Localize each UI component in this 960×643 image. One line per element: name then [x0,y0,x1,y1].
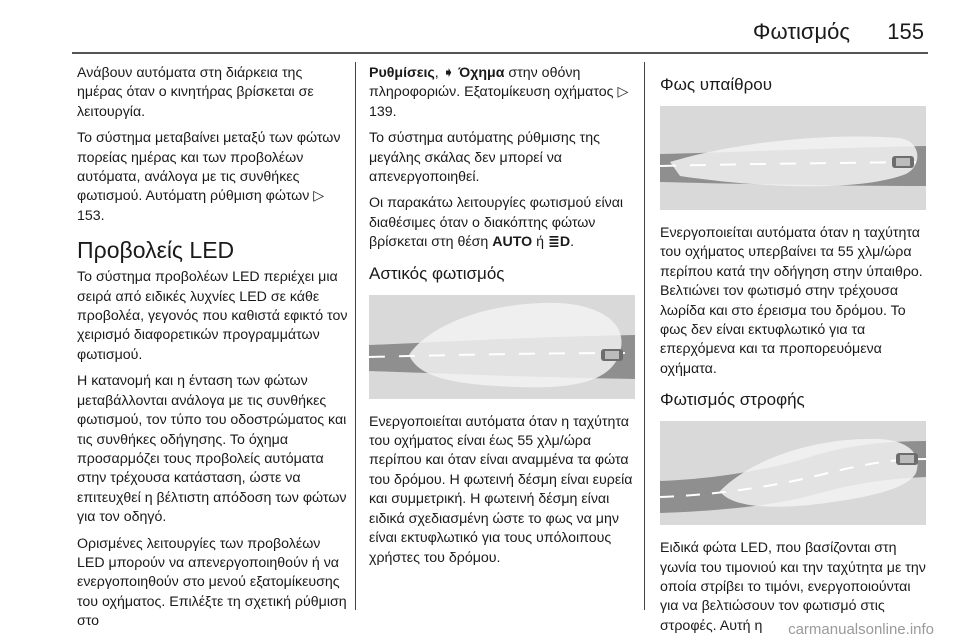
separator: , [434,65,443,81]
light-switch-icon: ≣D [547,234,571,251]
menu-label: Όχημα [458,65,505,81]
paragraph [369,64,633,122]
beam-pattern-svg [369,295,635,399]
section-heading: Προβολείς LED [77,237,235,264]
page-reference[interactable]: 139. [369,103,397,120]
menu-label: Ρυθμίσεις [369,65,435,81]
city-light-illustration [369,295,635,399]
beam-pattern-svg [660,106,926,210]
switch-position-label: AUTO [492,234,533,251]
beam-pattern-svg [660,421,926,525]
paragraph: Ανάβουν αυτόματα στη διάρκεια της ημέρας όταν ο κινητήρας βρίσκεται σε λειτουργία. [77,65,314,120]
paragraph: Ορισμένες λειτουργίες των προβολέων LED μπορούν να απενεργοποιηθούν ή να ενεργοποιηθούν στο μενού εξατομίκευσης του οχήματος. Επιλέξτε τη σχετική ρύθμιση στο [77,535,347,630]
page-title: Φωτισμός [752,19,850,44]
paragraph: Ενεργοποιείται αυτόματα όταν η ταχύτητα του οχήματος είναι έως 55 χλμ/ώρα περίπου και όταν είναι αναμμένα τα φώτα του δρόμου. Η φωτεινή δέσμη είναι ευρεία και συμμετρική. Η φωτεινή δέσμη είναι ειδικά σχεδιασμένη ώστε το φως να μην είναι εκτυφλωτικό για τους υπόλοιπους χρήστες του δρόμου. [369,413,633,566]
column-divider-1 [355,62,356,610]
section-heading: Φωτισμός στροφής [660,390,805,410]
reference-arrow-icon[interactable]: ▷ [617,84,629,101]
page-reference[interactable]: 153 [77,207,101,224]
header-divider [72,52,928,54]
paragraph: Το σύστημα προβολέων LED περιέχει μια σειρά από ειδικές λυχνίες LED σε κάθε προβολέα, γεγονός που καθιστά εφικτό τον χειρισμό διαφορετικών προγραμμάτων φωτισμού. [77,269,348,363]
page-header [0,0,960,56]
paragraph: Η κατανομή και η ένταση των φώτων μεταβάλλονται ανάλογα με τις συνθήκες φωτισμού, τον τύπο του οδοστρώματος και τις συνθήκες οδήγησης. Το όχημα προσαρμόζει τους προβολείς αυτόματα στην τρέχουσα κατάσταση, ώστε να επιτευχθεί η βέλτιστη απόδοση των φώτων για τον οδηγό. [77,373,347,526]
punctuation: . [570,234,575,251]
watermark: carmanualsonline.info [788,621,934,638]
column-2 [369,64,633,575]
section-heading: Φως υπαίθρου [660,75,773,94]
conjunction: ή [532,234,548,251]
paragraph [369,194,633,252]
section-heading: Αστικός φωτισμός [369,263,505,283]
cornering-light-illustration [660,421,926,525]
paragraph-text: Το σύστημα μεταβαίνει μεταξύ των φώτων πορείας ημέρας και των προβολέων αυτόματα, ανάλογα με τις συνθήκες φωτισμού. Αυτόματη ρύθμιση φώτων [77,130,341,205]
arrow-icon: ➧ [442,65,455,81]
paragraph: Ενεργοποιείται αυτόματα όταν η ταχύτητα του οχήματος υπερβαίνει τα 55 χλμ/ώρα περίπου κατά την οδήγηση στην ύπαιθρο. Βελτιώνει τον φωτισμό στην τρέχουσα λωρίδα και στο έρεισμα του δρόμου. Το φως δεν είναι εκτυφλωτικό για τα επερχόμενα και τα προπορευόμενα οχήματα. [660,225,923,377]
column-3 [660,64,928,643]
column-divider-2 [644,62,645,610]
paragraph-text: Οι παρακάτω λειτουργίες φωτισμού είναι διαθέσιμες όταν ο διακόπτης φώτων βρίσκεται στη θέση [369,195,624,251]
country-light-illustration [660,106,926,210]
reference-arrow-icon[interactable]: ▷ [313,188,325,205]
page-number: 155 [887,19,924,44]
paragraph: Το σύστημα αυτόματης ρύθμισης της μεγάλης σκάλας δεν μπορεί να απενεργοποιηθεί. [369,130,600,186]
column-1 [77,64,349,639]
paragraph: Το σύστημα μεταβαίνει μεταξύ των φώτων πορείας ημέρας και των προβολέων αυτόματα, ανάλογα με τις συνθήκες φωτισμού. Αυτόματη ρύθμιση φώτων ▷ 153. [77,130,341,224]
paragraph-text: στην οθόνη πληροφοριών. Εξατομίκευση οχήματος [369,65,614,101]
paragraph: Ειδικά φώτα LED, που βασίζονται στη γωνία του τιμονιού και την ταχύτητα με την οποία στρίβει το τιμόνι, ενεργοποιούνται για να βελτιώσουν τον φωτισμό στις στροφές. Αυτή η [660,540,926,634]
